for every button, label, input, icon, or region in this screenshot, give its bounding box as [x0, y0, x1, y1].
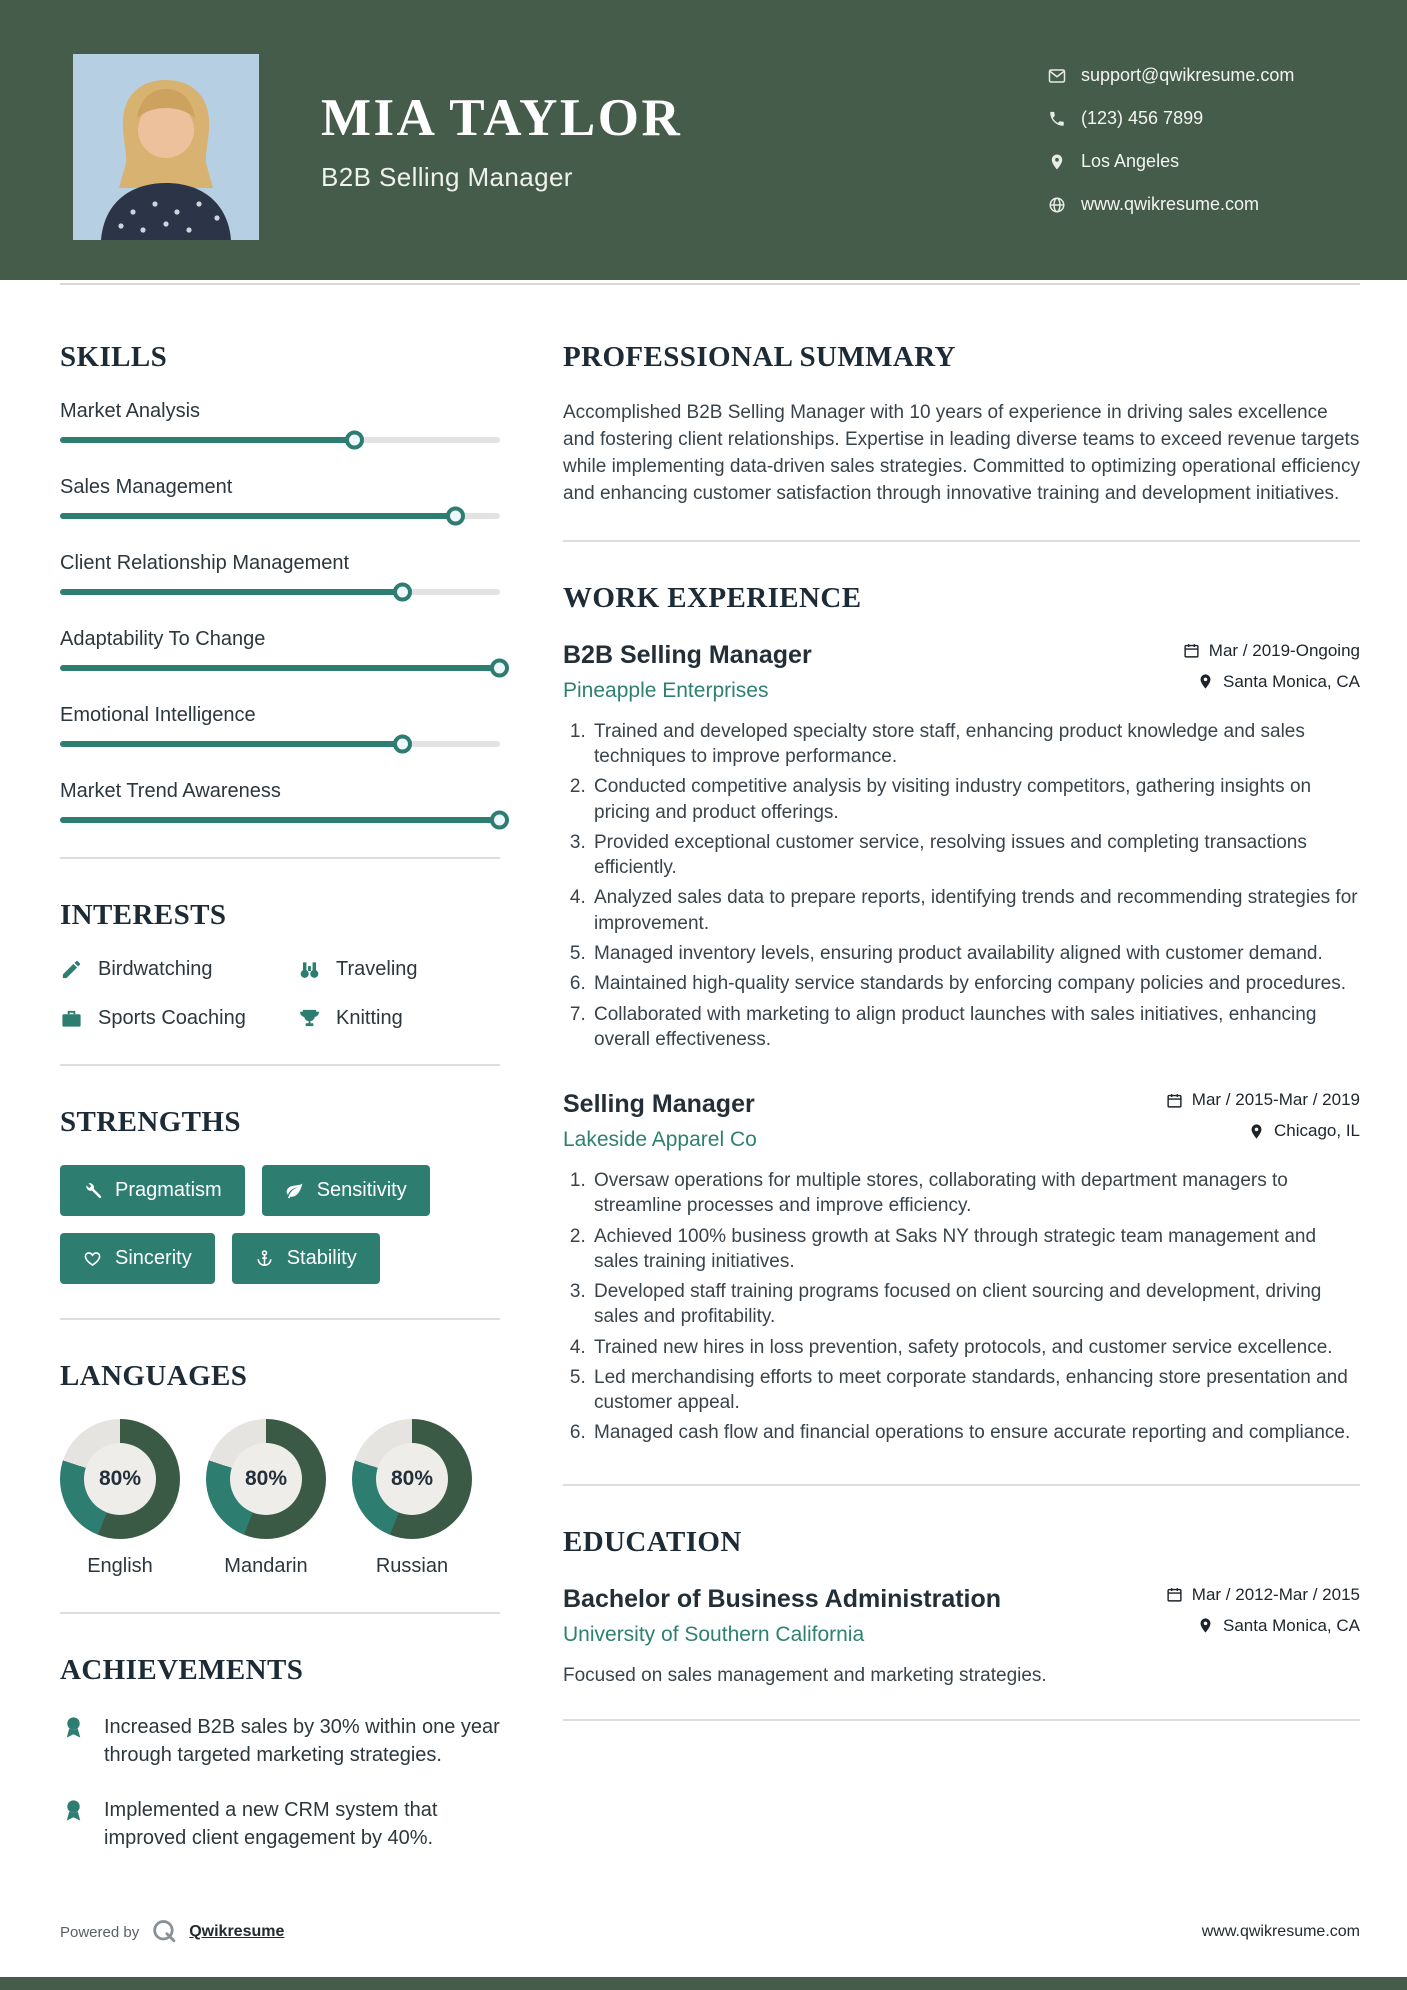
- profile-photo-illustration: [73, 54, 259, 240]
- contact-location: [1048, 151, 1360, 172]
- trophy-icon: [298, 1007, 321, 1030]
- languages-list: [60, 1419, 500, 1578]
- contact-website-text: www.qwikresume.com: [1081, 194, 1260, 214]
- skill-bar-fill: [60, 437, 355, 443]
- job-bullet: 3. Provided exceptional customer service, resolving issues and completing transactions efficiently.: [591, 830, 1360, 881]
- interests-heading: INTERESTS: [60, 899, 227, 931]
- language-item: [206, 1419, 326, 1578]
- education-location-text: Santa Monica, CA: [1222, 1615, 1360, 1635]
- skill-label: Sales Management: [60, 476, 233, 498]
- skills-heading: SKILLS: [60, 341, 168, 373]
- contact-email-text: support@qwikresume.com: [1081, 65, 1295, 85]
- job-bullet-list: [563, 1168, 1360, 1446]
- section-divider: [563, 1484, 1360, 1486]
- strength-badge: [232, 1233, 380, 1284]
- skill-label: Adaptability To Change: [60, 628, 266, 650]
- languages-section: [60, 1360, 500, 1578]
- achievement-item: [60, 1796, 500, 1853]
- education-meta: [1166, 1585, 1360, 1636]
- skill-bar: [60, 513, 500, 519]
- interest-label: Sports Coaching: [98, 1007, 246, 1029]
- language-donut: [60, 1419, 180, 1539]
- job-bullet: 5. Managed inventory levels, ensuring product availability aligned with customer demand.: [591, 941, 1360, 966]
- job-company: Pineapple Enterprises: [563, 678, 769, 702]
- job-meta: [1166, 1090, 1360, 1141]
- interests-section: [60, 899, 500, 1030]
- skill-bar: [60, 817, 500, 823]
- job-bullet-list: [563, 719, 1360, 1052]
- strength-badge: [60, 1233, 215, 1284]
- job-dates: [1183, 641, 1360, 661]
- strengths-section: [60, 1106, 500, 1284]
- section-divider: [563, 1719, 1360, 1721]
- job-bullet: 6. Maintained high-quality service standards by enforcing company policies and procedures.: [591, 971, 1360, 996]
- job-meta: [1183, 641, 1360, 692]
- heart-icon: [83, 1249, 102, 1268]
- job-bullet: 4. Trained new hires in loss prevention, safety protocols, and customer service excellence.: [591, 1335, 1360, 1360]
- language-label: Mandarin: [224, 1555, 308, 1577]
- interest-item: [60, 1007, 298, 1030]
- job-location-text: Chicago, IL: [1274, 1121, 1360, 1141]
- education-heading: EDUCATION: [563, 1525, 742, 1558]
- interests-grid: [60, 958, 500, 1030]
- experience-section: [563, 582, 1360, 1446]
- contact-list: [1048, 65, 1360, 215]
- strengths-list: [60, 1165, 500, 1284]
- skill-label: Client Relationship Management: [60, 552, 350, 574]
- job-bullet: 5. Led merchandising efforts to meet corporate standards, enhancing store presentation and customer appeal.: [591, 1365, 1360, 1416]
- skill-bar-handle: [393, 583, 412, 602]
- section-divider: [563, 540, 1360, 542]
- strength-label: Stability: [286, 1247, 357, 1269]
- globe-icon: [1048, 196, 1066, 214]
- education-degree: Bachelor of Business Administration: [563, 1584, 1002, 1613]
- location-pin-icon: [1197, 1617, 1214, 1634]
- job-location-text: Santa Monica, CA: [1222, 671, 1360, 691]
- skill-item: [60, 704, 500, 747]
- interest-label: Traveling: [336, 958, 418, 980]
- job-title: Selling Manager: [563, 1090, 755, 1119]
- skill-label: Market Trend Awareness: [60, 780, 281, 802]
- summary-text: Accomplished B2B Selling Manager with 10 years of experience in driving sales excellence and fostering client relationships. Expertise in leading diverse teams to exceed revenue targets while implementing data-driven sales strategies. Committed to optimizing operational efficiency and enhancing customer satisfaction through innovative training and development initiatives.: [563, 402, 1360, 504]
- identity-block: [321, 88, 682, 193]
- medal-icon: [60, 1714, 87, 1741]
- strength-label: Sincerity: [115, 1247, 192, 1269]
- job-dates-text: Mar / 2015-Mar / 2019: [1191, 1090, 1360, 1110]
- experience-heading: WORK EXPERIENCE: [563, 581, 862, 614]
- job-location: [1197, 672, 1360, 692]
- location-icon: [1048, 153, 1066, 171]
- job-dates: [1166, 1090, 1360, 1110]
- job-header: [563, 641, 1360, 703]
- anchor-icon: [255, 1249, 274, 1268]
- achievements-heading: ACHIEVEMENTS: [60, 1654, 304, 1686]
- job-bullet: 3. Developed staff training programs focused on client sourcing and development, driving sales and profitability.: [591, 1279, 1360, 1330]
- language-donut: [352, 1419, 472, 1539]
- skill-bar: [60, 589, 500, 595]
- achievement-text: Increased B2B sales by 30% within one year through targeted marketing strategies.: [104, 1716, 500, 1767]
- job-bullet: 2. Conducted competitive analysis by visiting industry competitors, gathering insights on pricing and product offerings.: [591, 774, 1360, 825]
- interest-item: [298, 958, 500, 981]
- strength-badge: [60, 1165, 245, 1216]
- strengths-heading: STRENGTHS: [60, 1106, 241, 1138]
- skill-bar: [60, 665, 500, 671]
- content: [0, 285, 1407, 1879]
- powered-by: [60, 1918, 284, 1946]
- education-note: Focused on sales management and marketing strategies.: [563, 1664, 1047, 1686]
- powered-by-text: Powered by: [60, 1923, 140, 1941]
- skill-bar-handle: [345, 431, 364, 450]
- education-header: [563, 1585, 1360, 1647]
- job-bullet: 1. Trained and developed specialty store staff, enhancing product knowledge and sales techniques to improve performance.: [591, 719, 1360, 770]
- job-location: [1248, 1121, 1360, 1141]
- skill-bar-fill: [60, 589, 403, 595]
- skill-bar-handle: [446, 507, 465, 526]
- job-bullet: 7. Collaborated with marketing to align product launches with sales initiatives, enhancing overall effectiveness.: [591, 1002, 1360, 1053]
- strength-label: Sensitivity: [316, 1179, 407, 1201]
- job-dates-text: Mar / 2019-Ongoing: [1208, 640, 1360, 660]
- contact-website[interactable]: [1048, 194, 1360, 215]
- job-title-block: [563, 641, 812, 703]
- medal-icon: [60, 1797, 87, 1824]
- job-entry: [563, 641, 1360, 1052]
- language-label: Russian: [375, 1555, 449, 1577]
- skill-item: [60, 476, 500, 519]
- footer: [60, 1918, 1360, 1946]
- skill-label: Emotional Intelligence: [60, 704, 256, 726]
- binoculars-icon: [298, 958, 321, 981]
- bottom-accent-bar: [0, 1977, 1407, 1990]
- interest-label: Birdwatching: [98, 958, 213, 980]
- location-pin-icon: [1197, 673, 1214, 690]
- contact-email[interactable]: [1048, 65, 1360, 86]
- skill-bar-fill: [60, 817, 500, 823]
- skill-bar-fill: [60, 513, 456, 519]
- phone-icon: [1048, 110, 1066, 128]
- pen-icon: [60, 958, 83, 981]
- job-bullet: 6. Managed cash flow and financial operations to ensure accurate reporting and compliance.: [591, 1420, 1360, 1445]
- contact-phone[interactable]: [1048, 108, 1360, 129]
- section-divider: [60, 1318, 500, 1320]
- interest-label: Knitting: [336, 1007, 403, 1029]
- achievements-section: [60, 1654, 500, 1853]
- person-name: MIA TAYLOR: [321, 88, 683, 147]
- interest-item: [298, 1007, 500, 1030]
- language-percent: 80%: [376, 1443, 448, 1515]
- wrench-icon: [83, 1181, 102, 1200]
- skill-item: [60, 780, 500, 823]
- skill-bar-handle: [490, 811, 509, 830]
- language-percent: 80%: [84, 1443, 156, 1515]
- job-title-block: [563, 1090, 757, 1152]
- email-icon: [1048, 67, 1066, 85]
- job-company: Lakeside Apparel Co: [563, 1128, 757, 1152]
- left-column: [60, 341, 500, 1879]
- language-label: English: [87, 1555, 153, 1577]
- achievement-text: Implemented a new CRM system that improved client engagement by 40%.: [104, 1798, 438, 1850]
- summary-heading: PROFESSIONAL SUMMARY: [563, 341, 956, 373]
- qwikresume-logo-icon: [150, 1918, 178, 1946]
- strength-badge: [262, 1165, 430, 1216]
- skill-item: [60, 628, 500, 671]
- skill-item: [60, 400, 500, 443]
- skill-item: [60, 552, 500, 595]
- language-donut: [206, 1419, 326, 1539]
- skill-bar: [60, 437, 500, 443]
- right-column: [563, 341, 1360, 1879]
- education-dates: [1166, 1585, 1360, 1605]
- job-title: B2B Selling Manager: [563, 640, 812, 669]
- education-title-block: [563, 1585, 1001, 1647]
- achievement-item: [60, 1713, 500, 1770]
- section-divider: [60, 1612, 500, 1614]
- skill-label: Market Analysis: [60, 400, 201, 422]
- calendar-icon: [1183, 642, 1200, 659]
- calendar-icon: [1166, 1586, 1183, 1603]
- section-divider: [60, 857, 500, 859]
- language-item: [60, 1419, 180, 1578]
- header: [0, 0, 1407, 280]
- job-bullet: 1. Oversaw operations for multiple stores, collaborating with department managers to streamline processes and improve efficiency.: [591, 1168, 1360, 1219]
- skills-section: [60, 341, 500, 823]
- summary-section: [563, 341, 1360, 508]
- calendar-icon: [1166, 1092, 1183, 1109]
- job-header: [563, 1090, 1360, 1152]
- job-bullet: 4. Analyzed sales data to prepare reports, identifying trends and recommending strategies for improvement.: [591, 885, 1360, 936]
- education-school: University of Southern California: [563, 1622, 865, 1646]
- education-location: [1197, 1616, 1360, 1636]
- strength-label: Pragmatism: [115, 1179, 222, 1201]
- skill-bar-handle: [490, 659, 509, 678]
- education-dates-text: Mar / 2012-Mar / 2015: [1191, 1584, 1360, 1604]
- profile-photo: [73, 54, 259, 240]
- qwikresume-brand-link[interactable]: Qwikresume: [189, 1923, 285, 1940]
- footer-website-link[interactable]: www.qwikresume.com: [1201, 1923, 1360, 1940]
- interest-item: [60, 958, 298, 981]
- leaf-icon: [285, 1181, 304, 1200]
- briefcase-icon: [60, 1007, 83, 1030]
- skill-bar-fill: [60, 665, 500, 671]
- contact-location-text: Los Angeles: [1081, 151, 1180, 171]
- skill-bar-fill: [60, 741, 403, 747]
- languages-heading: LANGUAGES: [60, 1360, 248, 1392]
- job-entry: [563, 1090, 1360, 1446]
- language-percent: 80%: [230, 1443, 302, 1515]
- skill-bar: [60, 741, 500, 747]
- language-item: [352, 1419, 472, 1578]
- education-section: [563, 1526, 1360, 1687]
- skill-bar-handle: [393, 735, 412, 754]
- section-divider: [60, 1064, 500, 1066]
- job-bullet: 2. Achieved 100% business growth at Saks NY through strategic team management and sales training initiatives.: [591, 1224, 1360, 1275]
- contact-phone-text: (123) 456 7899: [1081, 108, 1204, 128]
- location-pin-icon: [1248, 1123, 1265, 1140]
- person-job-title: B2B Selling Manager: [321, 161, 573, 192]
